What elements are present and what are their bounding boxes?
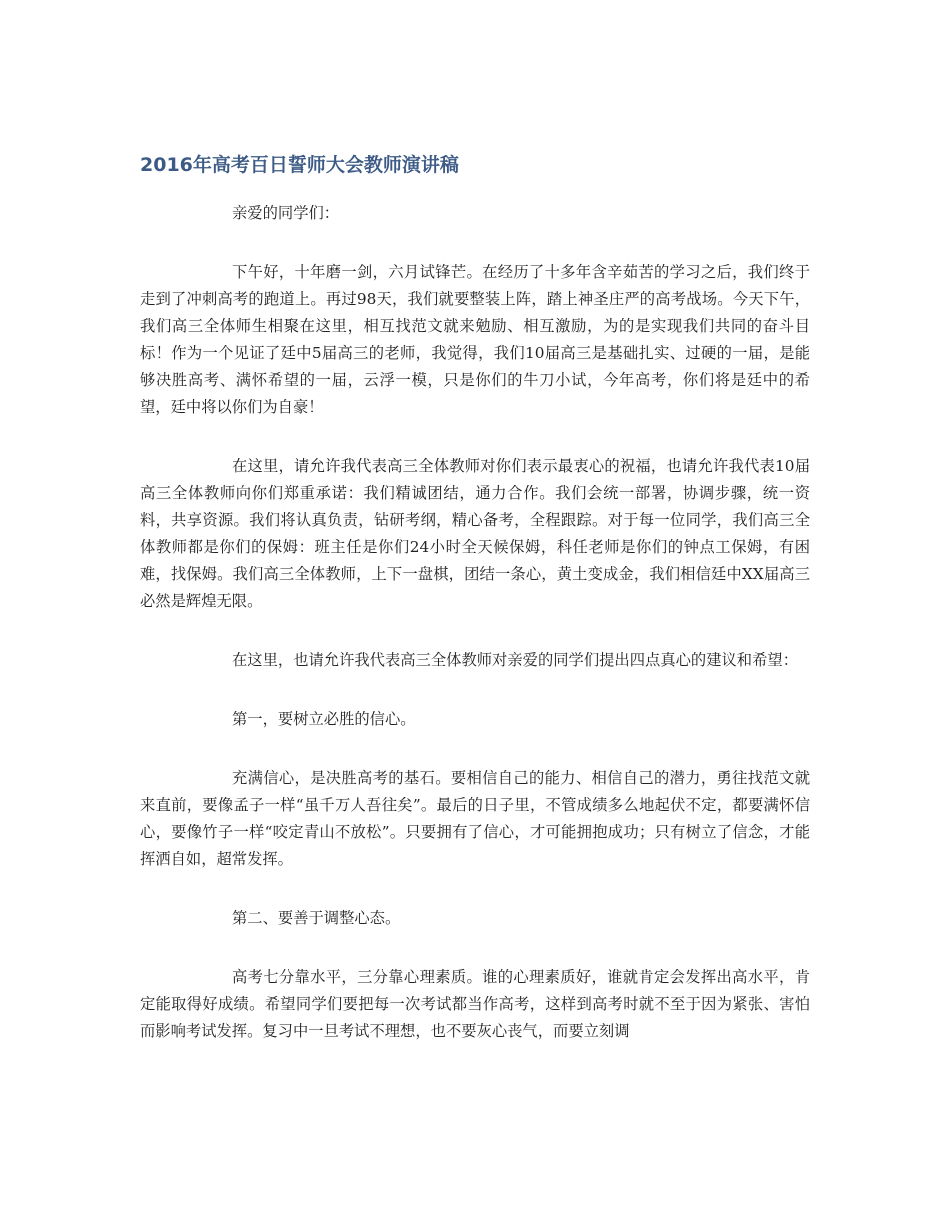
paragraph-mindset: 高考七分靠水平，三分靠心理素质。谁的心理素质好，谁就肯定会发挥出高水平，肯定能取得好成绩。希望同学们要把每一次考试都当作高考，这样到高考时就不至于因为紧张、害怕而影响考试发挥。复习中一旦考试不理想，也不要灰心丧气，而要立刻调 [140, 968, 810, 1040]
paragraph-confidence: 充满信心，是决胜高考的基石。要相信自己的能力、相信自己的潜力，勇往找范文就来直前，要像孟子一样“虽千万人吾往矣”。最后的日子里，不管成绩多么地起伏不定，都要满怀信心，要像竹子一样“咬定青山不放松”。只要拥有了信心，才可能拥抱成功；只有树立了信念，才能挥洒自如，超常发挥。 [140, 769, 810, 868]
document-body [140, 200, 810, 1077]
paragraph-promise: 在这里，请允许我代表高三全体教师对你们表示最衷心的祝福，也请允许我代表10届高三全体教师向你们郑重承诺：我们精诚团结，通力合作。我们会统一部署，协调步骤，统一资料，共享资源。我们将认真负责，钻研考纲，精心备考，全程跟踪。对于每一位同学，我们高三全体教师都是你们的保姆：班主任是你们24小时全天候保姆，科任老师是你们的钟点工保姆，有困难，找保姆。我们高三全体教师，上下一盘棋，团结一条心，黄土变成金，我们相信廷中XX届高三必然是辉煌无限。 [140, 457, 810, 610]
paragraph-point-two-heading: 第二、要善于调整心态。 [232, 909, 401, 927]
paragraph-greeting: 下午好，十年磨一剑，六月试锋芒。在经历了十多年含辛茹苦的学习之后，我们终于走到了冲刺高考的跑道上。再过98天，我们就要整装上阵，踏上神圣庄严的高考战场。今天下午，我们高三全体师生相聚在这里，相互找范文就来勉励、相互激励，为的是实现我们共同的奋斗目标！作为一个见证了廷中5届高三的老师，我觉得，我们10届高三是基础扎实、过硬的一届，是能够决胜高考、满怀希望的一届，云浮一模，只是你们的牛刀小试，今年高考，你们将是廷中的希望，廷中将以你们为自豪！ [140, 263, 810, 416]
paragraph-point-one-heading: 第一，要树立必胜的信心。 [232, 710, 416, 728]
document-title: 2016年高考百日誓师大会教师演讲稿 [140, 154, 459, 176]
paragraph-suggestions-intro: 在这里，也请允许我代表高三全体教师对亲爱的同学们提出四点真心的建议和希望： [232, 651, 798, 669]
paragraph-salutation: 亲爱的同学们： [232, 204, 340, 222]
